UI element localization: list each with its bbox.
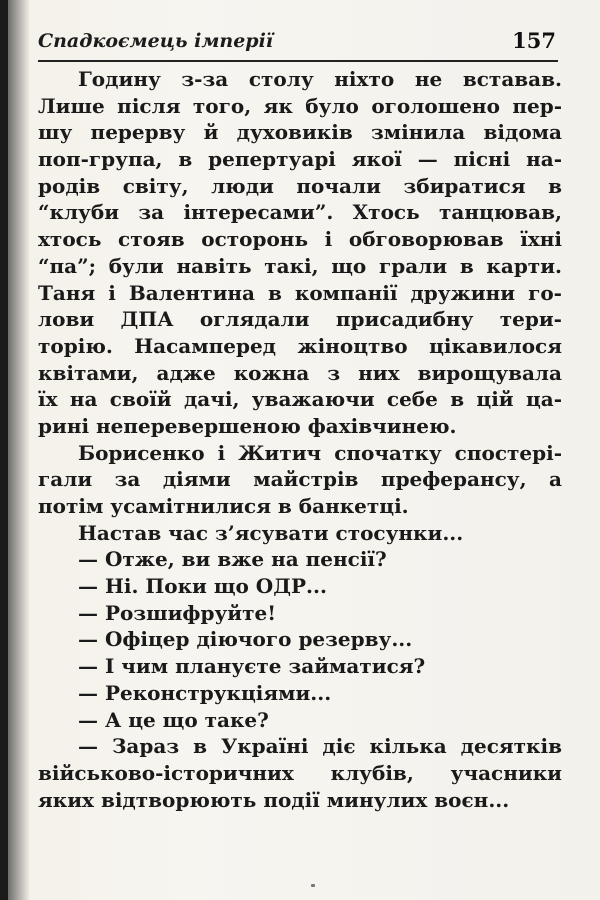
page-number: 157	[512, 28, 556, 53]
text-line: військово-історичних клубів, учасники	[38, 760, 562, 785]
dialogue-line: — Отже, ви вже на пенсії?	[78, 547, 387, 572]
text-line: родів світу, люди почали збиратися в	[38, 173, 562, 198]
spine-shadow	[8, 0, 30, 900]
text-line: їх на своїй дачі, уважаючи себе в цій ца-	[38, 387, 562, 412]
running-title: Спадкоємець імперії	[38, 30, 274, 52]
dialogue-line: — Реконструкціями...	[78, 680, 332, 705]
text-line: шу перерву й духовиків змінила відома	[38, 120, 562, 145]
text-line: лови ДПА оглядали присадибну тери-	[38, 307, 562, 332]
text-line: поп-група, в репертуарі якої — пісні на-	[38, 147, 562, 172]
text-line: яких відтворюють події минулих воєн...	[38, 787, 510, 812]
page-header	[38, 26, 558, 62]
body-text	[38, 66, 562, 813]
text-line: “клуби за інтересами”. Хтось танцював,	[38, 200, 562, 225]
text-line: хтось стояв осторонь і обговорював їхні	[38, 227, 562, 252]
text-line: Годину з-за столу ніхто не вставав.	[78, 67, 562, 91]
text-line: торію. Насамперед жіноцтво цікавилося	[38, 333, 562, 358]
text-line: потім усамітнилися в банкетці.	[38, 494, 409, 518]
text-line: Борисенко і Житич спочатку спостері-	[78, 440, 562, 465]
dialogue-line: — Розшифруйте!	[78, 600, 276, 625]
book-page	[8, 0, 600, 900]
text-line: квітами, адже кожна з них вирощувала	[38, 360, 562, 385]
text-line: рині неперевершеною фахівчинею.	[38, 413, 457, 438]
dialogue-line: — І чим плануєте займатися?	[78, 654, 426, 679]
text-line: Настав час з’ясувати стосунки...	[78, 520, 464, 545]
text-line: Лише після того, як було оголошено пер-	[38, 93, 562, 118]
dialogue-line: — А це що таке?	[78, 707, 269, 732]
text-line: гали за діями майстрів преферансу, а	[38, 467, 562, 492]
text-line: Таня і Валентина в компанії дружини го-	[38, 280, 562, 305]
dialogue-line: — Ні. Поки що ОДР...	[78, 574, 327, 599]
dialogue-line: — Офіцер діючого резерву...	[78, 627, 413, 652]
dialogue-line: — Зараз в Україні діє кілька десятків	[78, 734, 562, 759]
text-line: “па”; були навіть такі, що грали в карти.	[38, 253, 562, 278]
paper-speck	[311, 884, 315, 887]
